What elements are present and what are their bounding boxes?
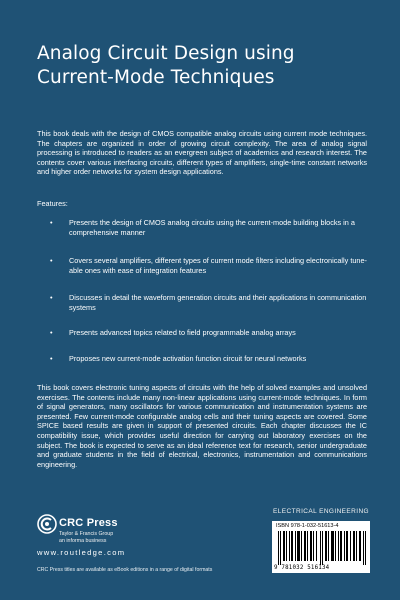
book-title (37, 42, 367, 90)
ebook-note: CRC Press titles are available as eBook editions in a range of digital formats (37, 567, 213, 573)
feature-text: Presents the design of CMOS analog circuits using the current-mode building blocks in a comprehensive manner (69, 218, 355, 237)
intro-paragraph: This book deals with the design of CMOS compatible analog circuits using current mode techniques. The chapters are organized in order of growing circuit complexity. The area of analog signal processing is introduced to readers as an evergreen subject of academics and research interest. The contents cover various interfacing circuits, different types of amplifiers, single-time constant networks and higher order networks for system design applications. (37, 129, 367, 177)
publisher-division: an informa business (59, 537, 107, 544)
publisher-group (59, 531, 113, 544)
bullet-icon: • (50, 328, 53, 337)
book-title-line-1: Analog Circuit Design using (37, 43, 295, 64)
barcode-icon (278, 531, 366, 565)
isbn-label: ISBN 978-1-032-51613-4 (276, 523, 339, 529)
bullet-icon: • (50, 256, 53, 265)
outro-paragraph: This book covers electronic tuning aspects of circuits with the help of solved examples and unsolved exercises. The contents include many non-linear applications using current-mode techniques. In form of signal generators, many oscillators for various communication and instrumentation systems are presented. Few current-mode configurable analog cells and their tuning aspects are covered. Some SPICE based results are given in support of presented circuits. Each chapter discusses the IC compatibility issue, which provides useful direction for carrying out laboratory exercises on the subject. The book is expected to serve as an ideal reference text for research, senior undergraduate and graduate students in the field of electrical, electronics, instrumentation and communications engineering. (37, 383, 367, 469)
subject-category: ELECTRICAL ENGINEERING (273, 508, 369, 515)
feature-text: Presents advanced topics related to field programmable analog arrays (69, 328, 296, 337)
feature-text: Discusses in detail the waveform generation circuits and their applications in communication systems (69, 293, 367, 312)
feature-item (37, 354, 367, 364)
publisher-website[interactable]: www.routledge.com (37, 548, 126, 557)
publisher-name: CRC Press (59, 517, 118, 529)
feature-text: Covers several amplifiers, different types of current mode filters including electronically tune-able ones with ease of integration features (69, 256, 367, 275)
bullet-icon: • (50, 354, 53, 363)
crc-emblem-icon (37, 514, 57, 534)
barcode-number: 9 781032 516134 (274, 565, 330, 571)
isbn-barcode (272, 521, 370, 573)
feature-text: Proposes new current-mode activation function circuit for neural networks (69, 354, 307, 363)
bullet-icon: • (50, 218, 53, 227)
feature-item (37, 328, 367, 338)
book-title-line-2: Current-Mode Techniques (37, 67, 275, 88)
feature-item (37, 293, 367, 312)
bullet-icon: • (50, 293, 53, 302)
feature-item (37, 218, 367, 237)
feature-item (37, 256, 367, 275)
publisher-group-name: Taylor & Francis Group (59, 531, 114, 537)
features-heading: Features: (37, 199, 68, 208)
